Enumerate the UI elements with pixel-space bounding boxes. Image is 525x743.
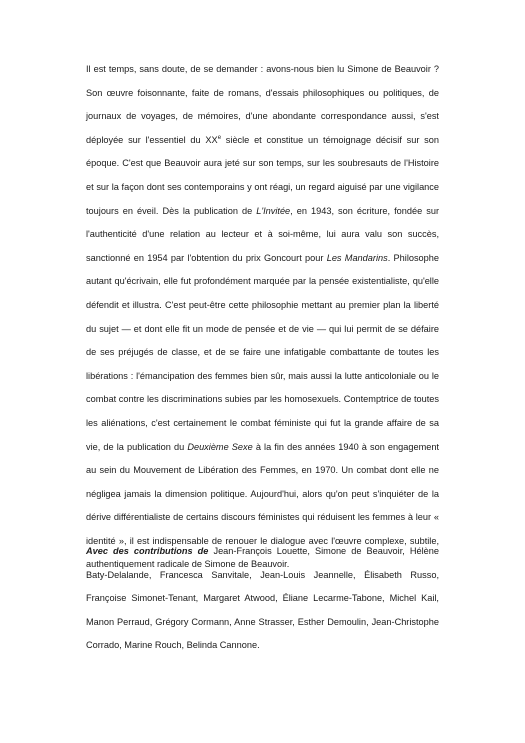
- text-run: . Philosophe autant qu'écrivain, elle fut profondément marquée par la pensée existentialiste, qu'elle défendit et illustra. C'est peut-être cette philosophie mettant au premier plan la liberté du sujet — et dont elle fit un mode de pensée et de vie — qui lui permit de se défaire de ses préjugés de classe, et de se faire une infatigable combattante de toutes les libérations : l'émancipation des femmes bien sûr, mais aussi la lutte anticoloniale ou le combat contre les discriminations subies par les homosexuels. Contemptrice de toutes les aliénations, c'est certainement le combat féministe qui fut la grande affaire de sa vie, de la publication du: [86, 252, 439, 452]
- intro-text: [86, 58, 439, 577]
- text-run: Il est temps, sans doute, de se demander : avons-nous bien lu Simone de Beauvoir ? Son œuvre foisonnante, faite de romans, d'essais philosophiques ou politiques, de journaux de voyages, de mémoires, d'une abondante correspondance aussi, s'est déployée sur l'essentiel du XX: [86, 64, 439, 145]
- text-run: à la fin des années 1940 à son engagement au sein du Mouvement de Libération des Femmes, en 1970. Un combat dont elle ne négligea jamais la dimension politique. Aujourd'hui, alors qu'on peut s'inquiéter de la dérive différentialiste de certains discours féministes qui réduisent les femmes à leur « identité », il est indispensable de renouer le dialogue avec l'œuvre complexe, subtile, authentiquement radicale de Simone de Beauvoir.: [86, 441, 440, 570]
- text-run: siècle et constitue un témoignage décisif sur son époque. C'est que Beauvoir aura jeté sur son temps, sur les soubresauts de l'Histoire et sur la façon dont ses contemporains y ont réagi, un regard aiguisé par une vigilance toujours en éveil. Dès la publication de: [86, 134, 439, 216]
- book-title-linvitee: L'Invitée: [256, 205, 291, 216]
- book-title-les-mandarins: Les Mandarins: [326, 252, 388, 263]
- superscript-e: e: [217, 134, 222, 141]
- contributors-text: [86, 540, 439, 658]
- text-run: , en 1943, son écriture, fondée sur l'authenticité d'une relation au lecteur et à soi-même, lui aura valu son succès, sanctionné en 1954 par l'obtention du prix Goncourt pour: [86, 205, 439, 263]
- contributors-lead: Avec des contributions de: [86, 546, 209, 556]
- contributors-names: Jean-François Louette, Simone de Beauvoir, Hélène Baty-Delalande, Francesca Sanvitale, Jean-Louis Jeannelle, Élisabeth Russo, Françoise Simonet-Tenant, Margaret Atwood, Éliane Lecarme-Tabone, Michel Kail, Manon Perraud, Grégory Cormann, Anne Strasser, Esther Demoulin, Jean-Christophe Corrado, Marine Rouch, Belinda Cannone.: [86, 546, 439, 651]
- contributors-paragraph: [86, 540, 439, 658]
- body-paragraph-intro: [86, 58, 439, 577]
- book-title-deuxieme-sexe: Deuxième Sexe: [187, 441, 253, 452]
